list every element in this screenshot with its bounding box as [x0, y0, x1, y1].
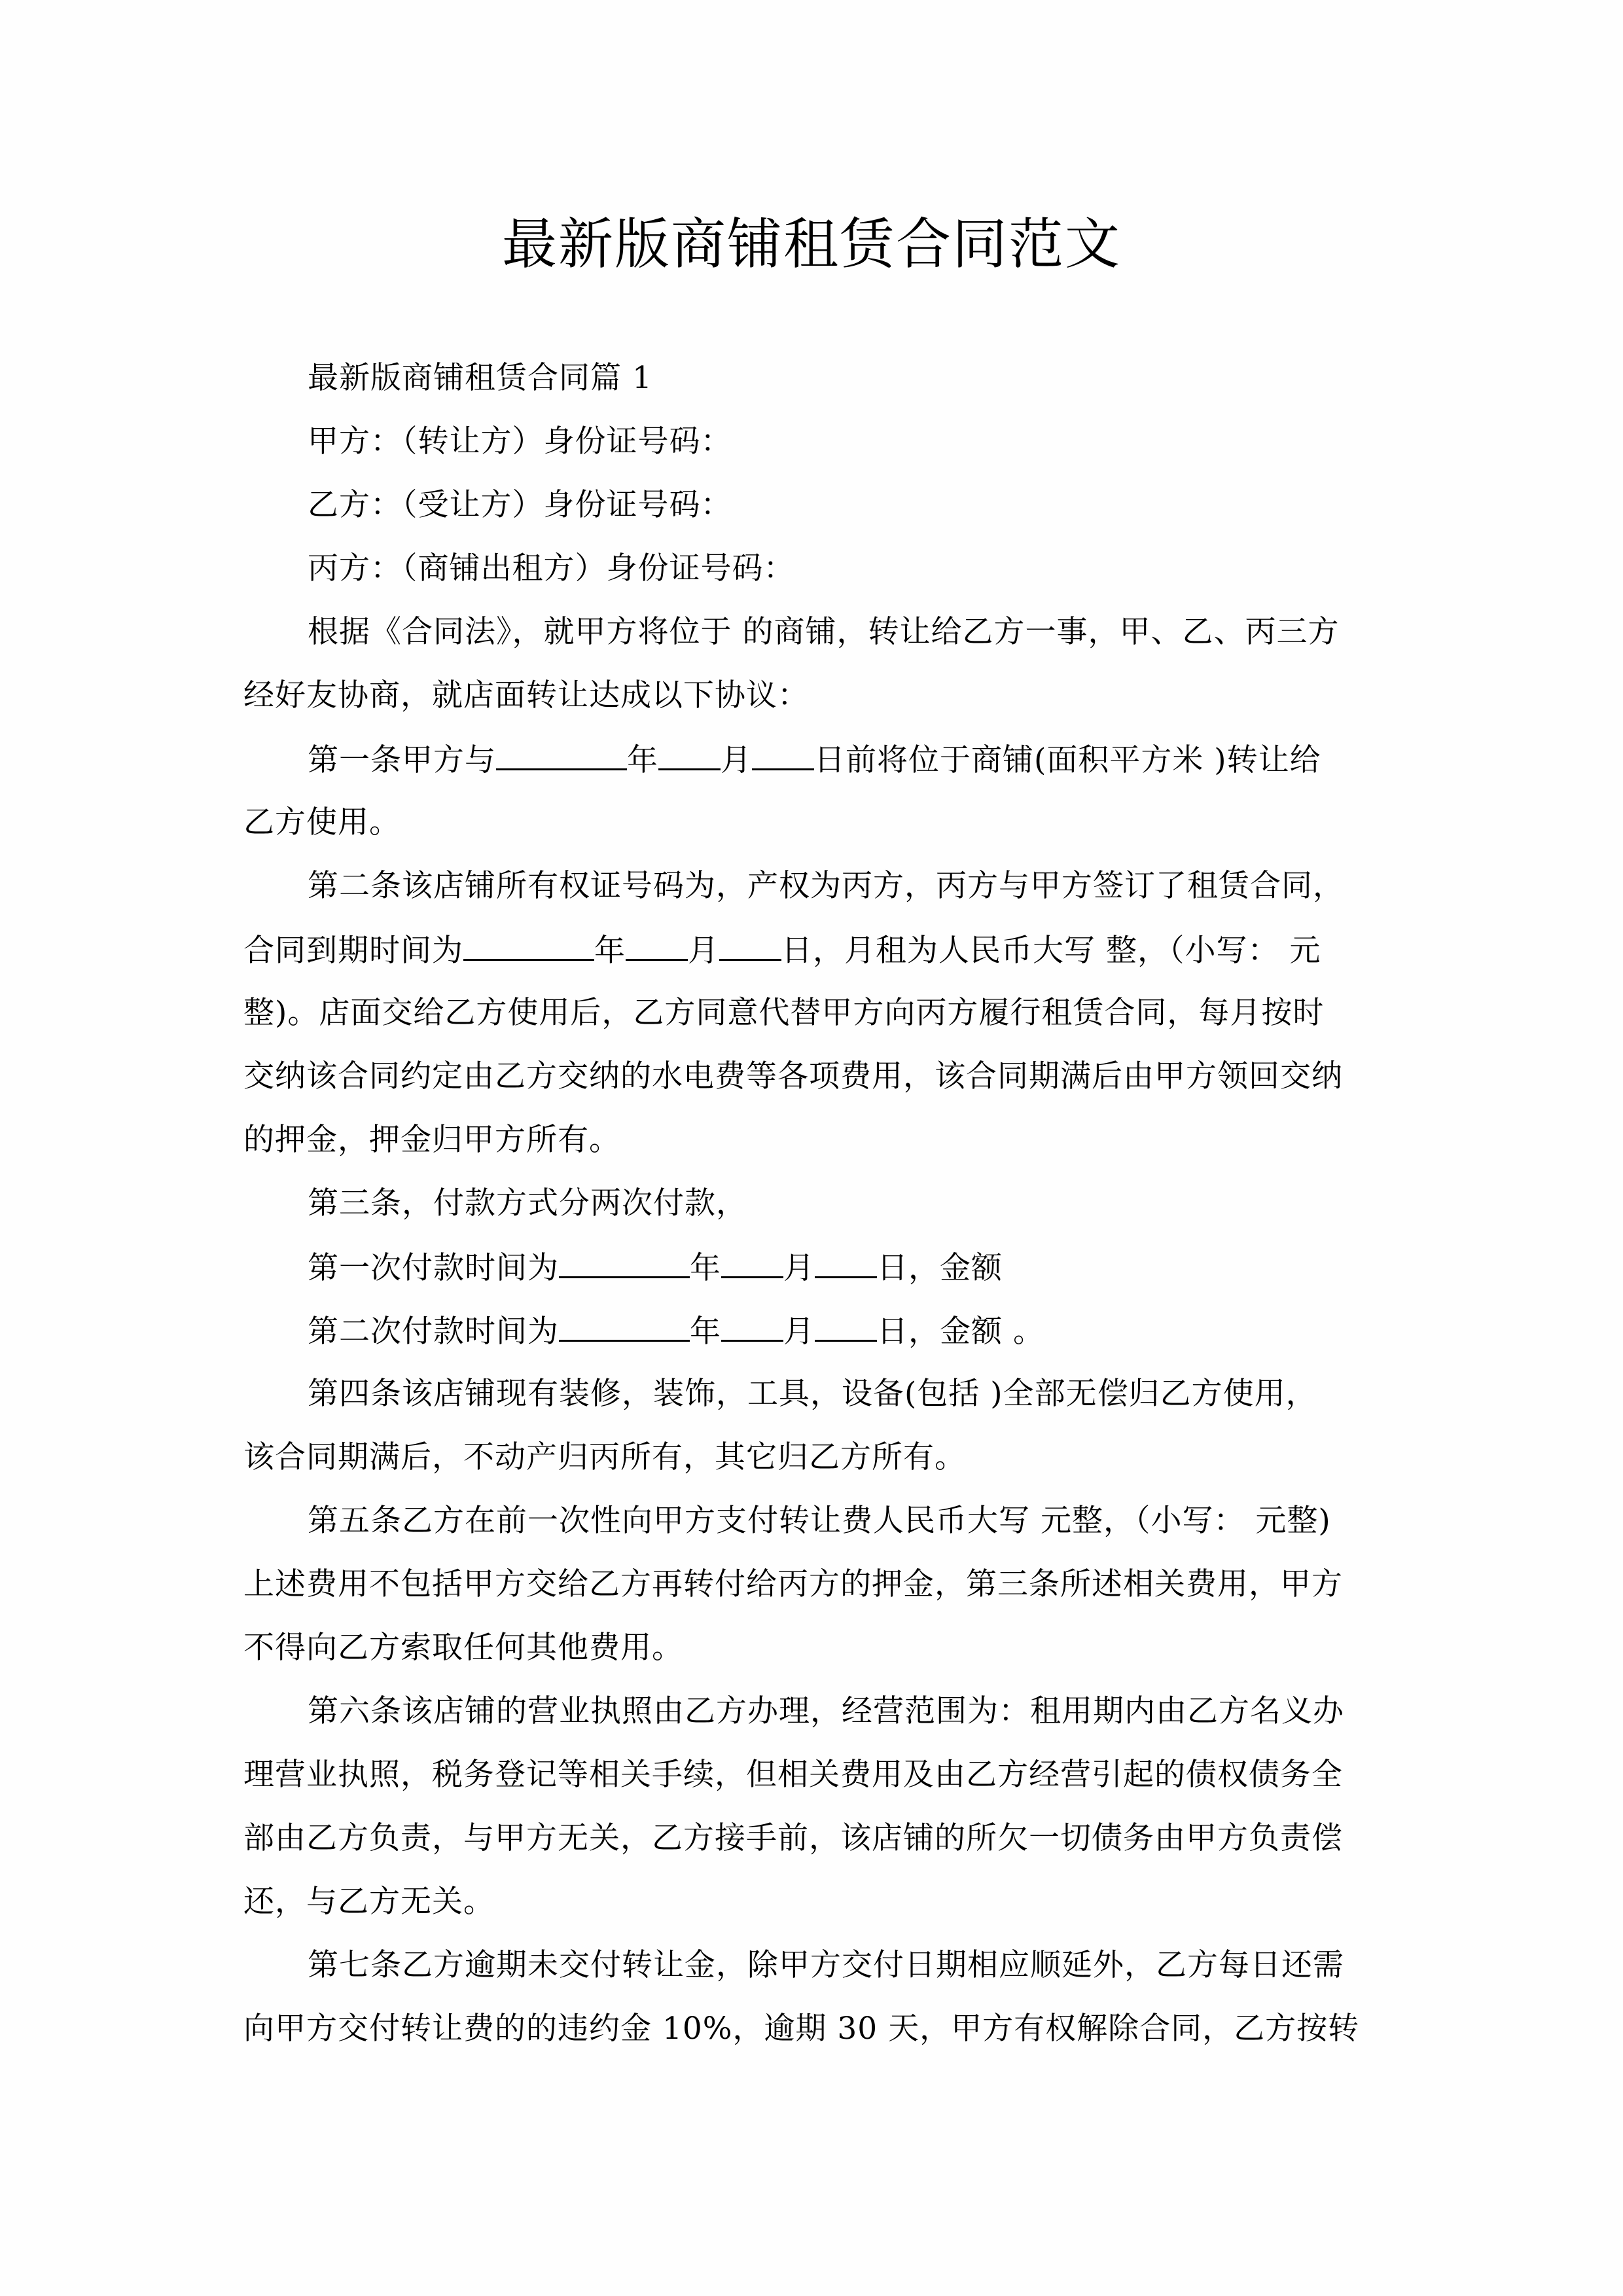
article-2-line-5: 的押金，押金归甲方所有。 [243, 1122, 620, 1158]
article-6-line-1: 第六条该店铺的营业执照由乙方办理，经营范围为：租用期内由乙方名义办 [308, 1693, 1344, 1729]
article-5-line-1: 第五条乙方在前一次性向甲方支付转让费人民币大写 元整，（小写： 元整) [308, 1503, 1331, 1539]
month-label: 月 [783, 1314, 815, 1350]
year-label: 年 [594, 933, 626, 969]
article-1-line-2: 乙方使用。 [243, 804, 401, 840]
payment-1-suffix: 日，金额 [877, 1250, 1003, 1286]
day-blank [815, 1247, 877, 1278]
year-blank [496, 740, 627, 770]
article-7-line-1: 第七条乙方逾期未交付转让金，除甲方交付日期相应顺延外，乙方每日还需 [308, 1947, 1344, 1983]
article-6-line-2: 理营业执照，税务登记等相关手续，但相关费用及由乙方经营引起的债权债务全 [243, 1757, 1343, 1793]
year-label: 年 [690, 1250, 721, 1286]
article-2-line-2-suffix: 日，月租为人民币大写 整，（小写： 元 [781, 933, 1321, 969]
preamble-line-1: 根据《合同法》，就甲方将位于 的商铺，转让给乙方一事，甲、乙、丙三方 [308, 614, 1340, 650]
year-blank [463, 930, 594, 961]
section-heading: 最新版商铺租赁合同篇 1 [308, 360, 652, 396]
month-blank [721, 1311, 783, 1342]
day-blank [815, 1311, 877, 1342]
article-1-prefix: 第一条甲方与 [308, 742, 496, 778]
party-b-line: 乙方：（受让方）身份证号码： [308, 487, 732, 523]
month-blank [721, 1247, 783, 1278]
article-4-line-1: 第四条该店铺现有装修，装饰，工具，设备(包括 )全部无偿归乙方使用， [308, 1376, 1317, 1412]
party-c-line: 丙方：（商铺出租方）身份证号码： [308, 550, 795, 586]
month-blank [626, 930, 688, 961]
payment-2-line [308, 1311, 1446, 1352]
month-label: 月 [721, 742, 752, 778]
article-7-line-2: 向甲方交付转让费的的违约金 10%，逾期 30 天，甲方有权解除合同，乙方按转 [243, 2011, 1360, 2047]
month-label: 月 [688, 933, 719, 969]
article-2-line-2-prefix: 合同到期时间为 [243, 933, 463, 969]
day-blank [752, 740, 814, 770]
month-blank [658, 740, 721, 770]
article-2-line-4: 交纳该合同约定由乙方交纳的水电费等各项费用，该合同期满后由甲方领回交纳 [243, 1058, 1343, 1094]
article-2-line-3: 整)。店面交给乙方使用后，乙方同意代替甲方向丙方履行租赁合同，每月按时 [243, 995, 1325, 1031]
article-4-line-2: 该合同期满后，不动产归丙所有，其它归乙方所有。 [243, 1439, 966, 1475]
payment-1-prefix: 第一次付款时间为 [308, 1250, 559, 1286]
article-1-line-1 [308, 740, 1446, 780]
preamble-line-2: 经好友协商，就店面转让达成以下协议： [243, 677, 809, 713]
party-a-line: 甲方：（转让方）身份证号码： [308, 423, 732, 459]
article-6-line-3: 部由乙方负责，与甲方无关，乙方接手前，该店铺的所欠一切债务由甲方负责偿 [243, 1820, 1343, 1856]
article-2-line-2 [243, 930, 1382, 971]
article-6-line-4: 还，与乙方无关。 [243, 1884, 495, 1920]
article-2-line-1: 第二条该店铺所有权证号码为，产权为丙方，丙方与甲方签订了租赁合同， [308, 868, 1344, 904]
document-title: 最新版商铺租赁合同范文 [501, 212, 1121, 276]
payment-2-prefix: 第二次付款时间为 [308, 1314, 559, 1350]
month-label: 月 [783, 1250, 815, 1286]
article-1-suffix: 日前将位于商铺(面积平方米 )转让给 [814, 742, 1321, 778]
article-3-line-1: 第三条，付款方式分两次付款， [308, 1185, 747, 1221]
payment-1-line [308, 1247, 1446, 1288]
year-blank [559, 1247, 690, 1278]
year-label: 年 [690, 1314, 721, 1350]
day-blank [719, 930, 781, 961]
year-blank [559, 1311, 690, 1342]
year-label: 年 [627, 742, 658, 778]
article-5-line-2: 上述费用不包括甲方交给乙方再转付给丙方的押金，第三条所述相关费用，甲方 [243, 1566, 1343, 1602]
article-5-line-3: 不得向乙方索取任何其他费用。 [243, 1630, 683, 1666]
payment-2-suffix: 日，金额 。 [877, 1314, 1044, 1350]
